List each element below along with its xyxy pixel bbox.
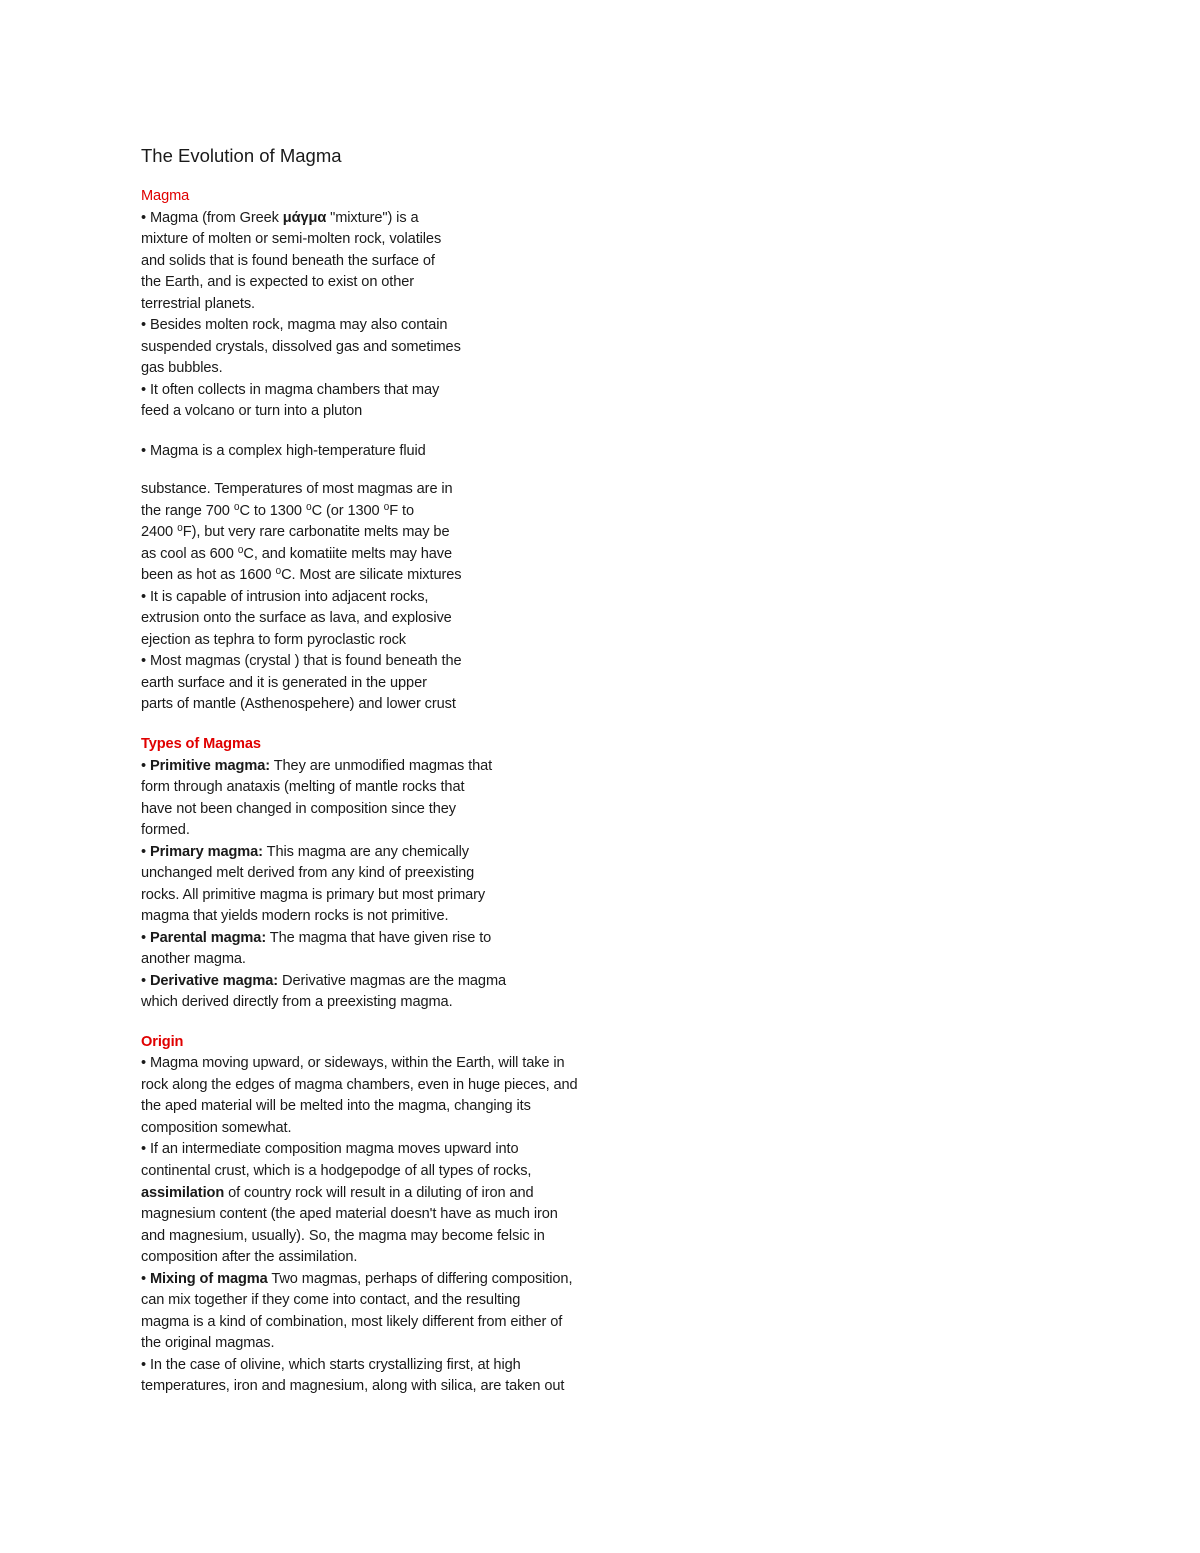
- section-heading-magma: Magma: [141, 188, 190, 204]
- text-line: mixture of molten or semi-molten rock, volatiles: [141, 231, 442, 247]
- bold-term: Primary magma:: [149, 844, 263, 860]
- text-run: •: [141, 930, 150, 946]
- bold-term: Primitive magma:: [149, 758, 271, 774]
- text-line: rocks. All primitive magma is primary but most primary: [141, 887, 486, 903]
- section-heading-origin: Origin: [141, 1034, 184, 1050]
- text-line: • In the case of olivine, which starts crystallizing first, at high: [141, 1357, 521, 1373]
- text-line: can mix together if they come into contact, and the resulting: [141, 1292, 521, 1308]
- text-line: temperatures, iron and magnesium, along with silica, are taken out: [141, 1378, 565, 1394]
- text-line: magma that yields modern rocks is not primitive.: [141, 908, 449, 924]
- text-line: the original magmas.: [141, 1335, 275, 1351]
- text-line: form through anataxis (melting of mantle rocks that: [141, 779, 465, 795]
- text-line: the aped material will be melted into the magma, changing its: [141, 1098, 531, 1114]
- bold-term: assimilation: [141, 1185, 225, 1201]
- text-line: magnesium content (the aped material doesn't have as much iron: [141, 1206, 558, 1222]
- text-line: which derived directly from a preexisting magma.: [141, 994, 453, 1010]
- text-run: The magma that have given rise to: [266, 930, 492, 946]
- bold-term: Derivative magma:: [149, 973, 279, 989]
- text-run: •: [141, 758, 150, 774]
- text-line: [141, 1269, 572, 1291]
- text-line: suspended crystals, dissolved gas and sometimes: [141, 339, 461, 355]
- text-line: another magma.: [141, 951, 246, 967]
- text-line: terrestrial planets.: [141, 296, 255, 312]
- text-line: been as hot as 1600 ⁰C. Most are silicate mixtures: [141, 567, 462, 583]
- text-line: and magnesium, usually). So, the magma may become felsic in: [141, 1228, 545, 1244]
- text-line: [141, 756, 492, 778]
- text-line: and solids that is found beneath the surface of: [141, 253, 435, 269]
- text-line: ejection as tephra to form pyroclastic rock: [141, 632, 406, 648]
- document-title: The Evolution of Magma: [141, 145, 342, 166]
- text-line: extrusion onto the surface as lava, and explosive: [141, 610, 452, 626]
- text-run: •: [141, 973, 150, 989]
- text-line: parts of mantle (Asthenospehere) and lower crust: [141, 696, 456, 712]
- text-line: composition somewhat.: [141, 1120, 292, 1136]
- text-run: of country rock will result in a diluting of iron and: [224, 1185, 534, 1201]
- text-line: • It often collects in magma chambers that may: [141, 382, 440, 398]
- text-run: • Magma (from Greek: [141, 210, 283, 226]
- text-line: formed.: [141, 822, 190, 838]
- text-line: as cool as 600 ⁰C, and komatiite melts may have: [141, 546, 453, 562]
- text-line: • If an intermediate composition magma moves upward into: [141, 1141, 519, 1157]
- bold-term: Parental magma:: [149, 930, 267, 946]
- text-line: • Magma is a complex high-temperature fluid: [141, 443, 426, 459]
- text-line: [141, 971, 506, 993]
- text-line: the range 700 ⁰C to 1300 ⁰C (or 1300 ⁰F to: [141, 503, 414, 519]
- text-run: They are unmodified magmas that: [270, 758, 493, 774]
- text-line: [141, 1183, 533, 1205]
- text-line: [141, 928, 491, 950]
- text-line: rock along the edges of magma chambers, even in huge pieces, and: [141, 1077, 578, 1093]
- text-line: [141, 208, 419, 230]
- text-run: •: [141, 844, 150, 860]
- text-line: earth surface and it is generated in the upper: [141, 675, 427, 691]
- text-line: 2400 ⁰F), but very rare carbonatite melts may be: [141, 524, 450, 540]
- section-heading-types: Types of Magmas: [141, 736, 261, 752]
- text-run: Two magmas, perhaps of differing composition,: [267, 1271, 573, 1287]
- text-line: • Most magmas (crystal ) that is found beneath the: [141, 653, 462, 669]
- text-line: unchanged melt derived from any kind of preexisting: [141, 865, 475, 881]
- text-line: have not been changed in composition since they: [141, 801, 456, 817]
- text-line: • Magma moving upward, or sideways, within the Earth, will take in: [141, 1055, 565, 1071]
- text-run: •: [141, 1271, 150, 1287]
- text-line: substance. Temperatures of most magmas are in: [141, 481, 453, 497]
- bold-term: Mixing of magma: [149, 1271, 268, 1287]
- text-line: composition after the assimilation.: [141, 1249, 358, 1265]
- text-line: the Earth, and is expected to exist on other: [141, 274, 415, 290]
- bold-term: μάγμα: [282, 210, 327, 226]
- text-run: "mixture") is a: [326, 210, 419, 226]
- text-line: feed a volcano or turn into a pluton: [141, 403, 363, 419]
- text-run: Derivative magmas are the magma: [278, 973, 507, 989]
- text-line: magma is a kind of combination, most likely different from either of: [141, 1314, 563, 1330]
- text-line: continental crust, which is a hodgepodge of all types of rocks,: [141, 1163, 532, 1179]
- text-line: • It is capable of intrusion into adjacent rocks,: [141, 589, 429, 605]
- text-line: • Besides molten rock, magma may also contain: [141, 317, 448, 333]
- text-run: This magma are any chemically: [262, 844, 469, 860]
- text-line: [141, 842, 469, 864]
- text-line: gas bubbles.: [141, 360, 223, 376]
